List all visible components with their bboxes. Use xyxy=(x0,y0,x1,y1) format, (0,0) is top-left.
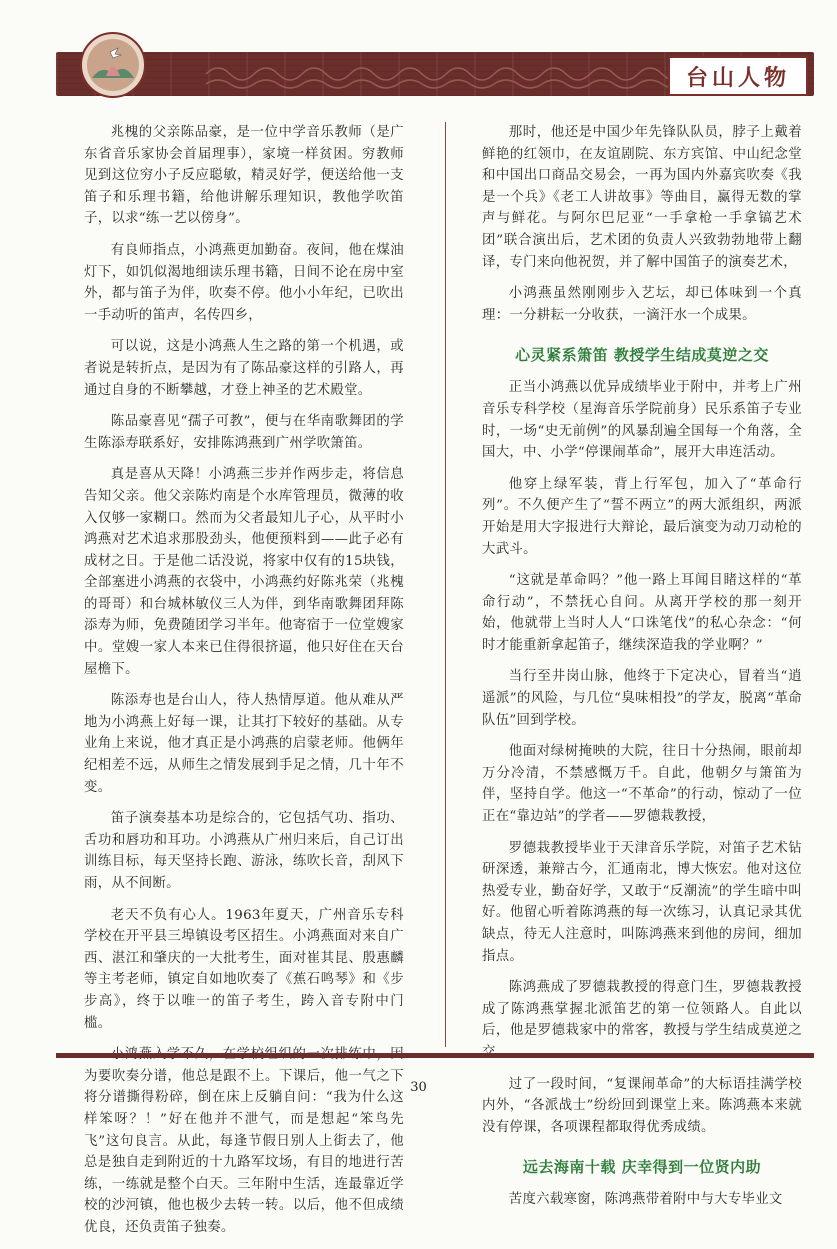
section-heading-1: 心灵紧系箫笛 教授学生结成莫逆之交 xyxy=(515,346,769,365)
section-heading-2: 远去海南十载 庆幸得到一位贤内助 xyxy=(522,1158,762,1177)
header-title-box xyxy=(668,56,808,96)
paragraph: 可以说，这是小鸿燕人生之路的第一个机遇，或者说是转折点，是因为有了陈品豪这样的引路人，再通过自身的不断攀越，才登上神圣的艺术殿堂。 xyxy=(84,339,404,398)
page-number: 30 xyxy=(410,1080,427,1095)
paragraph: 有良师指点，小鸿燕更加勤奋。夜间，他在煤油灯下，如饥似渴地细读乐理书籍，日间不论在房中室外，都与笛子为伴，吹奏不停。他小小年纪，已吹出一手动听的笛声，名传四乡， xyxy=(84,242,404,323)
paragraph: 罗德栽教授毕业于天津音乐学院，对笛子艺术钻研深透，兼辩古今，汇通南北，博大恢宏。他对这位热爱专业，勤奋好学，又敢于“反潮流”的学生暗中叫好。他留心听着陈鸿燕的每一次练习，认真记录其优缺点，待无人注意时，叫陈鸿燕来到他的房间，细加指点。 xyxy=(482,840,802,964)
paragraph: 正当小鸿燕以优异成绩毕业于附中，并考上广州音乐专科学校（星海音乐学院前身）民乐系笛子专业时，一场“史无前例”的风暴刮遍全国每一个角落，全国大，中、小学“停课闹革命”，展开大串连活动。 xyxy=(482,380,802,461)
paragraph: 真是喜从天降！小鸿燕三步并作两步走，将信息告知父亲。他父亲陈灼南是个水库管理员，微薄的收入仅够一家糊口。然而为父者最知儿子心，从平时小鸿燕对艺术追求那股劲头，他便预料到——此子必有成材之日。于是他二话没说，将家中仅有的15块钱，全部塞进小鸿燕的衣袋中，小鸿燕约好陈兆荣（兆槐的哥哥）和台城林敏仪三人为伴，到华南歌舞团拜陈添寿为师，免费随团学习半年。他寄宿于一位堂嫂家中。堂嫂一家人本来已住得很挤逼，他只好住在天台屋檐下。 xyxy=(84,467,404,677)
header-band xyxy=(56,52,814,96)
paragraph: 那时，他还是中国少年先锋队队员，脖子上戴着鲜艳的红领巾，在友谊剧院、东方宾馆、中山纪念堂和中国出口商品交易会，一再为国内外嘉宾吹奏《我是一个兵》《老工人讲故事》等曲目，赢得无数的掌声与鲜花。与阿尔巴尼亚“一手拿枪一手拿镐艺术团”联合演出后，艺术团的负责人兴致勃勃地带上翻译，专门来向他祝贺，并了解中国笛子的演奏艺术， xyxy=(482,125,802,270)
column-divider xyxy=(445,122,446,1047)
paragraph: 小鸿燕虽然刚刚步入艺坛，却已体味到一个真理：一分耕耘一分收获，一滴汗水一个成果。 xyxy=(482,286,802,323)
paragraph: 老天不负有心人。1963年夏天，广州音乐专科学校在开平县三埠镇设考区招生。小鸿燕面对来自广西、湛江和肇庆的一大批考生，面对崔其昆、殷惠麟等主考老师，镇定自如地吹奏了《蕉石鸣琴》和《步步高》，终于以唯一的笛子考生，跨入音专附中门槛。 xyxy=(84,907,404,1031)
header-cloud-pattern xyxy=(206,58,686,90)
paragraph: 陈鸿燕成了罗德栽教授的得意门生，罗德栽教授成了陈鸿燕掌握北派笛艺的第一位领路人。自此以后，他是罗德栽家中的常客，教授与学生结成莫逆之 xyxy=(482,980,802,1039)
lotus-crane-medallion-icon xyxy=(78,30,148,100)
paragraph: 为要吹奏分谱，他总是跟不上。下课后，他一气之下将分谱撕得粉碎，倒在床上反躺自问：“我为什么这样笨呀？！”好在他并不泄气，而是想起“笨鸟先飞”这句良言。从此，每逢节假日别人上街去了，他总是独自走到附近的十九路军坟场，有目的地进行苦练，一练就是整个白天。三年附中生活，连最靠近学校的沙河镇，他也极少去转一转。以后，他不但成绩优良，还负责笛子独奏。 xyxy=(84,1068,404,1235)
paragraph: 当行至井岗山脉，他终于下定决心，冒着当“逍遥派”的风险，与几位“臭味相投”的学友，脱离“革命队伍”回到学校。 xyxy=(482,669,802,728)
section-header-title: 台山人物 xyxy=(685,65,790,91)
paragraph: 他面对绿树掩映的大院，往日十分热闹，眼前却万分冷清，不禁感慨万千。自此，他朝夕与箫笛为伴，坚持自学。他这一“不革命”的行动，惊动了一位正在“靠边站”的学者——罗德栽教授， xyxy=(482,744,802,825)
footer-rule xyxy=(56,1053,814,1058)
paragraph: 笛子演奏基本功是综合的，它包括气功、指功、舌功和唇功和耳功。小鸿燕从广州归来后，自己订出训练目标，每天坚持长跑、游泳，练吹长音，刮风下雨，从不间断。 xyxy=(84,811,404,891)
paragraph: 苦度六载寒窗，陈鸿燕带着附中与大专毕业文 xyxy=(508,1192,783,1208)
paragraph: 过了一段时间，“复课闹革命”的大标语挂满学校内外，“各派战士”纷纷回到课堂上来。陈鸿燕本来就没有停课，各项课程都取得优秀成绩。 xyxy=(482,1076,802,1135)
paragraph: 陈添寿也是台山人，待人热情厚道。他从难从严地为小鸿燕上好每一课，让其打下较好的基础。从专业角上来说，他才真正是小鸿燕的启蒙老师。他俩年纪相差不远，从师生之情发展到手足之情，几十年不变。 xyxy=(84,693,404,795)
paragraph: 他穿上绿军装，背上行军包，加入了“革命行列”。不久便产生了“誓不两立”的两大派组织，两派开始是用大字报进行大辩论，最后演变为动刀动枪的大武斗。 xyxy=(482,476,802,557)
paragraph: “这就是革命吗？”他一路上耳闻目睹这样的“革命行动”，不禁抚心自问。从离开学校的那一刻开始，他就带上当时人人“口诛笔伐”的私心杂念：“何时才能重新拿起笛子，继续深造我的学业啊？” xyxy=(482,573,802,653)
paragraph: 兆槐的父亲陈品豪，是一位中学音乐教师（是广东省音乐家协会首届理事），家境一样贫困。穷教师见到这位穷小子反应聪敏，精灵好学，便送给他一支笛子和乐理书籍，给他讲解乐理知识，教他学吹笛子，以求“练一艺以傍身”。 xyxy=(84,125,404,227)
paragraph: 陈品豪喜见“孺子可教”，便与在华南歌舞团的学生陈添寿联系好，安排陈鸿燕到广州学吹箫笛。 xyxy=(84,414,404,451)
